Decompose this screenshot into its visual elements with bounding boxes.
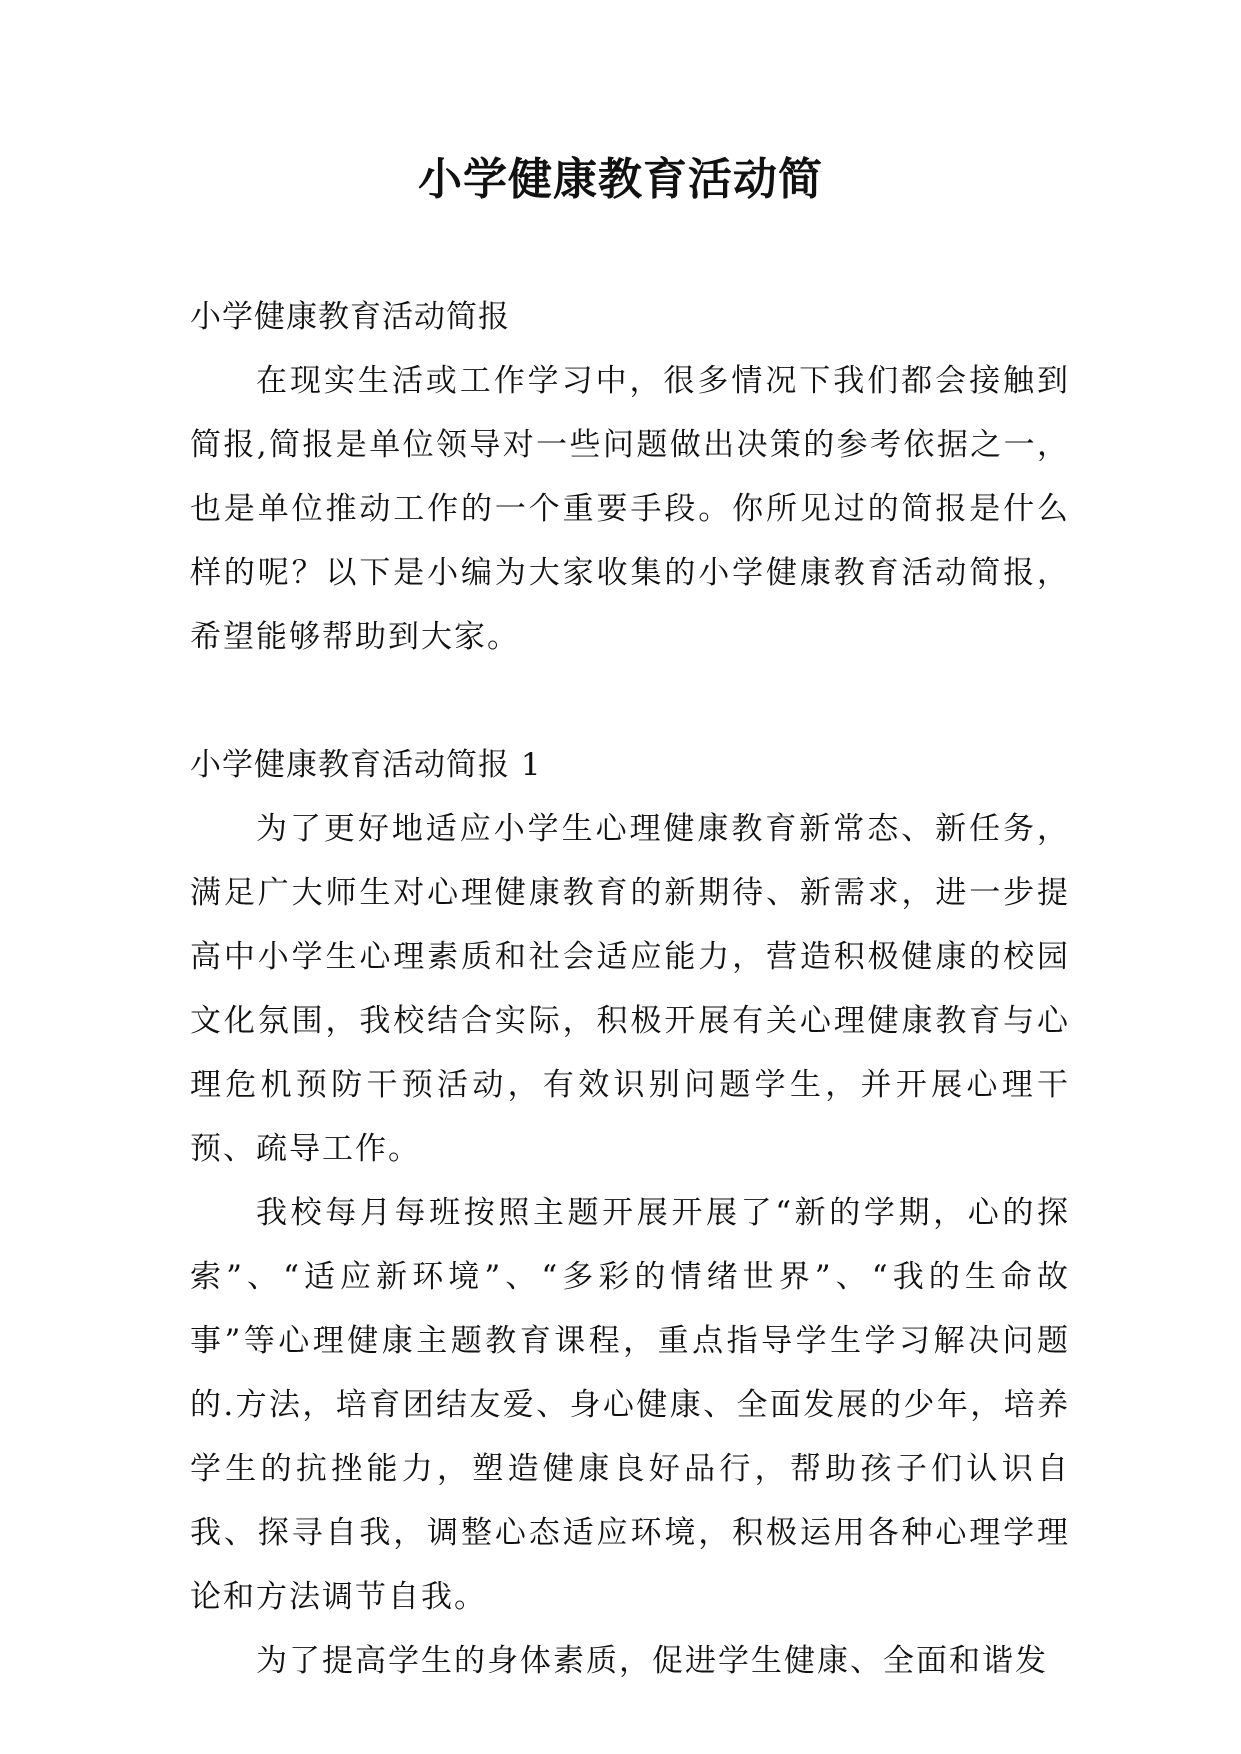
intro-paragraph: 在现实生活或工作学习中，很多情况下我们都会接触到简报,简报是单位领导对一些问题做出决策的参考依据之一，也是单位推动工作的一个重要手段。你所见过的简报是什么样的呢？以下是小编为大家收集的小学健康教育活动简报，希望能够帮助到大家。 [190,363,1070,655]
section-1-paragraph-2: 我校每月每班按照主题开展开展了“新的学期，心的探索”、“适应新环境”、“多彩的情绪世界”、“我的生命故事”等心理健康主题教育课程，重点指导学生学习解决问题的.方法，培育团结友爱、身心健康、全面发展的少年，培养学生的抗挫能力，塑造健康良好品行，帮助孩子们认识自我、探寻自我，调整心态适应环境，积极运用各种心理学理论和方法调节自我。 [190,1195,1070,1615]
section-1-paragraph-3: 为了提高学生的身体素质，促进学生健康、全面和谐发 [256,1643,1048,1679]
document-title: 小学健康教育活动简 [418,154,823,205]
section-1-paragraph-1: 为了更好地适应小学生心理健康教育新常态、新任务，满足广大师生对心理健康教育的新期待、新需求，进一步提高中小学生心理素质和社会适应能力，营造积极健康的校园文化氛围，我校结合实际，积极开展有关心理健康教育与心理危机预防干预活动，有效识别问题学生，并开展心理干预、疏导工作。 [190,811,1070,1167]
section-1-heading: 小学健康教育活动简报 1 [190,747,542,783]
intro-heading: 小学健康教育活动简报 [190,299,510,335]
document-body [190,285,1070,1693]
section-spacer [190,669,1070,733]
